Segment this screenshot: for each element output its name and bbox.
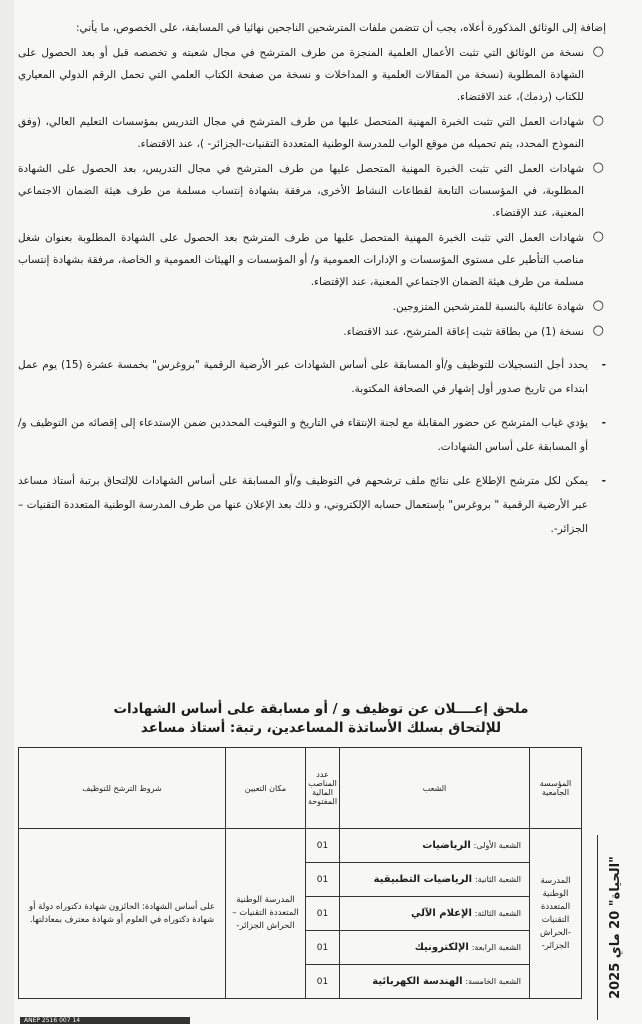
results-paragraph: - يمكن لكل مترشح الإطلاع على نتائج ملف ترشحهم في التوظيف و/أو المسابقة على أساس الشهادات للإلتحاق برتبة أستاذ مساعد عبر الأرضية الرقمية " بروغرس" بإستعمال حسابه الإلكتروني، و ذلك بعد الإعلان عنها من طرف المدرسة الوطنية المتعددة التقنيات – الجزائر-. [18, 469, 606, 541]
posts-cell: 01 [306, 863, 340, 897]
circle-bullet-icon: ○ [592, 113, 604, 128]
place-cell: المدرسة الوطنية المتعددة التقنيات – الحراش الجزائر- [226, 829, 306, 999]
announcement-title-line1: ملحق إعــــلان عن توظيف و / أو مسابقة على أساس الشهادات [113, 701, 529, 717]
announcement-title-line2: للإلتحاق بسلك الأساتذة المساعدين، رتبة: أستاذ مساعد [140, 720, 502, 736]
document-body [18, 20, 606, 541]
header-conditions: شروط الترشح للتوظيف [19, 748, 226, 829]
institution-cell: المدرسة الوطنية المتعددة التقنيات -الحراش الجزائر- [530, 829, 582, 999]
header-posts: عدد المناصب المالية المفتوحة [306, 748, 340, 829]
list-item: ○ نسخة (1) من بطاقة تثبت إعاقة المترشح، عند الاقتضاء. [343, 323, 604, 338]
list-item: ○ شهادة عائلية بالنسبة للمترشحين المتزوجين. [392, 298, 604, 313]
dash-marker: - [601, 475, 606, 487]
header-institution: المؤسسة الجامعية [530, 748, 582, 829]
list-item: ○ نسخة من الوثائق التي تثبت الأعمال العلمية المنجزة من طرف المترشح في مجال شعبته و تخصصه قبل أو بعد الحصول على الشهادة المطلوبة (نسخة من المقالات العلمية و المداخلات و نسخة من صفحة الكتاب العلمي التي تحمل الرقم الدولي المعياري للكتاب (ردمك)، عند الاقتضاء. [18, 44, 604, 103]
header-place: مكان التعيين [226, 748, 306, 829]
circle-bullet-icon: ○ [592, 323, 604, 338]
intro-text: إضافة إلى الوثائق المذكورة أعلاه، يجب أن تتضمن ملفات المترشحين الناجحين نهائيا في المسابقة، على الخصوص، ما يأتي: [75, 22, 606, 34]
list-item: ○ شهادات العمل التي تثبت الخبرة المهنية المتحصل عليها من طرف المترشح في مجال التدريس بمؤسسات التعليم العالي، (وفق النموذج المحدد، يتم تحميله من موقع الواب للمدرسة الوطنية المتعددة التقنيات-الجزائر- )، عند الاقتضاء. [18, 113, 604, 150]
specialty-cell: الشعبة الثانية: الرياضيات التطبيقية [340, 863, 530, 897]
posts-cell: 01 [306, 965, 340, 999]
specialty-cell: الشعبة الثالثة: الإعلام الآلي [340, 897, 530, 931]
anep-code-strip [20, 1017, 190, 1024]
newspaper-date: "الحياة" 20 ماي 2025 [607, 856, 623, 999]
list-item: ○ شهادات العمل التي تثبت الخبرة المهنية المتحصل عليها من طرف المترشح بعد الحصول على الشهادة المطلوبة بعنوان شغل مناصب التأطير على مستوى المؤسسات و الإدارات العمومية و/ أو المؤسسات و الهيئات العمومية و الخاصة، مرفقة بشهادة إنتساب مسلمة من طرف هيئة الضمان الاجتماعي المعنية، عند الإقتضاء. [18, 229, 604, 288]
posts-cell: 01 [306, 829, 340, 863]
anep-code: ANEP 2516 007 14 [24, 1017, 81, 1024]
table-header-row [19, 748, 582, 829]
posts-cell: 01 [306, 897, 340, 931]
dash-marker: - [601, 359, 606, 371]
circle-bullet-icon: ○ [592, 160, 604, 175]
header-specialty: الشعب [340, 748, 530, 829]
table-row [19, 829, 582, 863]
circle-bullet-icon: ○ [592, 229, 604, 244]
documents-list [18, 42, 606, 343]
dash-marker: - [601, 417, 606, 429]
registration-deadline-paragraph: - يحدد أجل التسجيلات للتوظيف و/أو المسابقة على أساس الشهادات عبر الأرضية الرقمية "بروغرس" بخمسة عشرة (15) يوم عمل ابتداء من تاريخ صدور أول إشهار في الصحافة المكتوبة. [18, 353, 606, 401]
conditions-cell: على أساس الشهادة: الحائزون شهادة دكتوراه دولة أو شهادة دكتوراه في العلوم أو شهادة معترف بمعادلتها. [19, 829, 226, 999]
circle-bullet-icon: ○ [592, 44, 604, 59]
specialty-cell: الشعبة الأولى: الرياضيات [340, 829, 530, 863]
newspaper-date-band [597, 835, 632, 1020]
page-edge-shadow [0, 0, 14, 1024]
announcement-title [40, 700, 602, 738]
absence-paragraph: - يؤدي غياب المترشح عن حضور المقابلة مع لجنة الإنتقاء في التاريخ و التوقيت المحددين ضمن الإستدعاء إلى إقصائه من التوظيف و/أو المسابقة على أساس الشهادات. [18, 411, 606, 459]
specialty-cell: الشعبة الرابعة: الإلكترونيك [340, 931, 530, 965]
specialty-cell: الشعبة الخامسة: الهندسة الكهربائية [340, 965, 530, 999]
circle-bullet-icon: ○ [592, 298, 604, 313]
posts-cell: 01 [306, 931, 340, 965]
positions-table [18, 747, 582, 999]
list-item: ○ شهادات العمل التي تثبت الخبرة المهنية المتحصل عليها من طرف المترشح في مجال التدريس، بعد الحصول على الشهادة المطلوبة، في المؤسسات التابعة لقطاعات النشاط الأخرى، مرفقة بشهادة إنتساب مسلمة من طرف هيئة الضمان الاجتماعي المعنية، عند الإقتضاء. [18, 160, 604, 219]
